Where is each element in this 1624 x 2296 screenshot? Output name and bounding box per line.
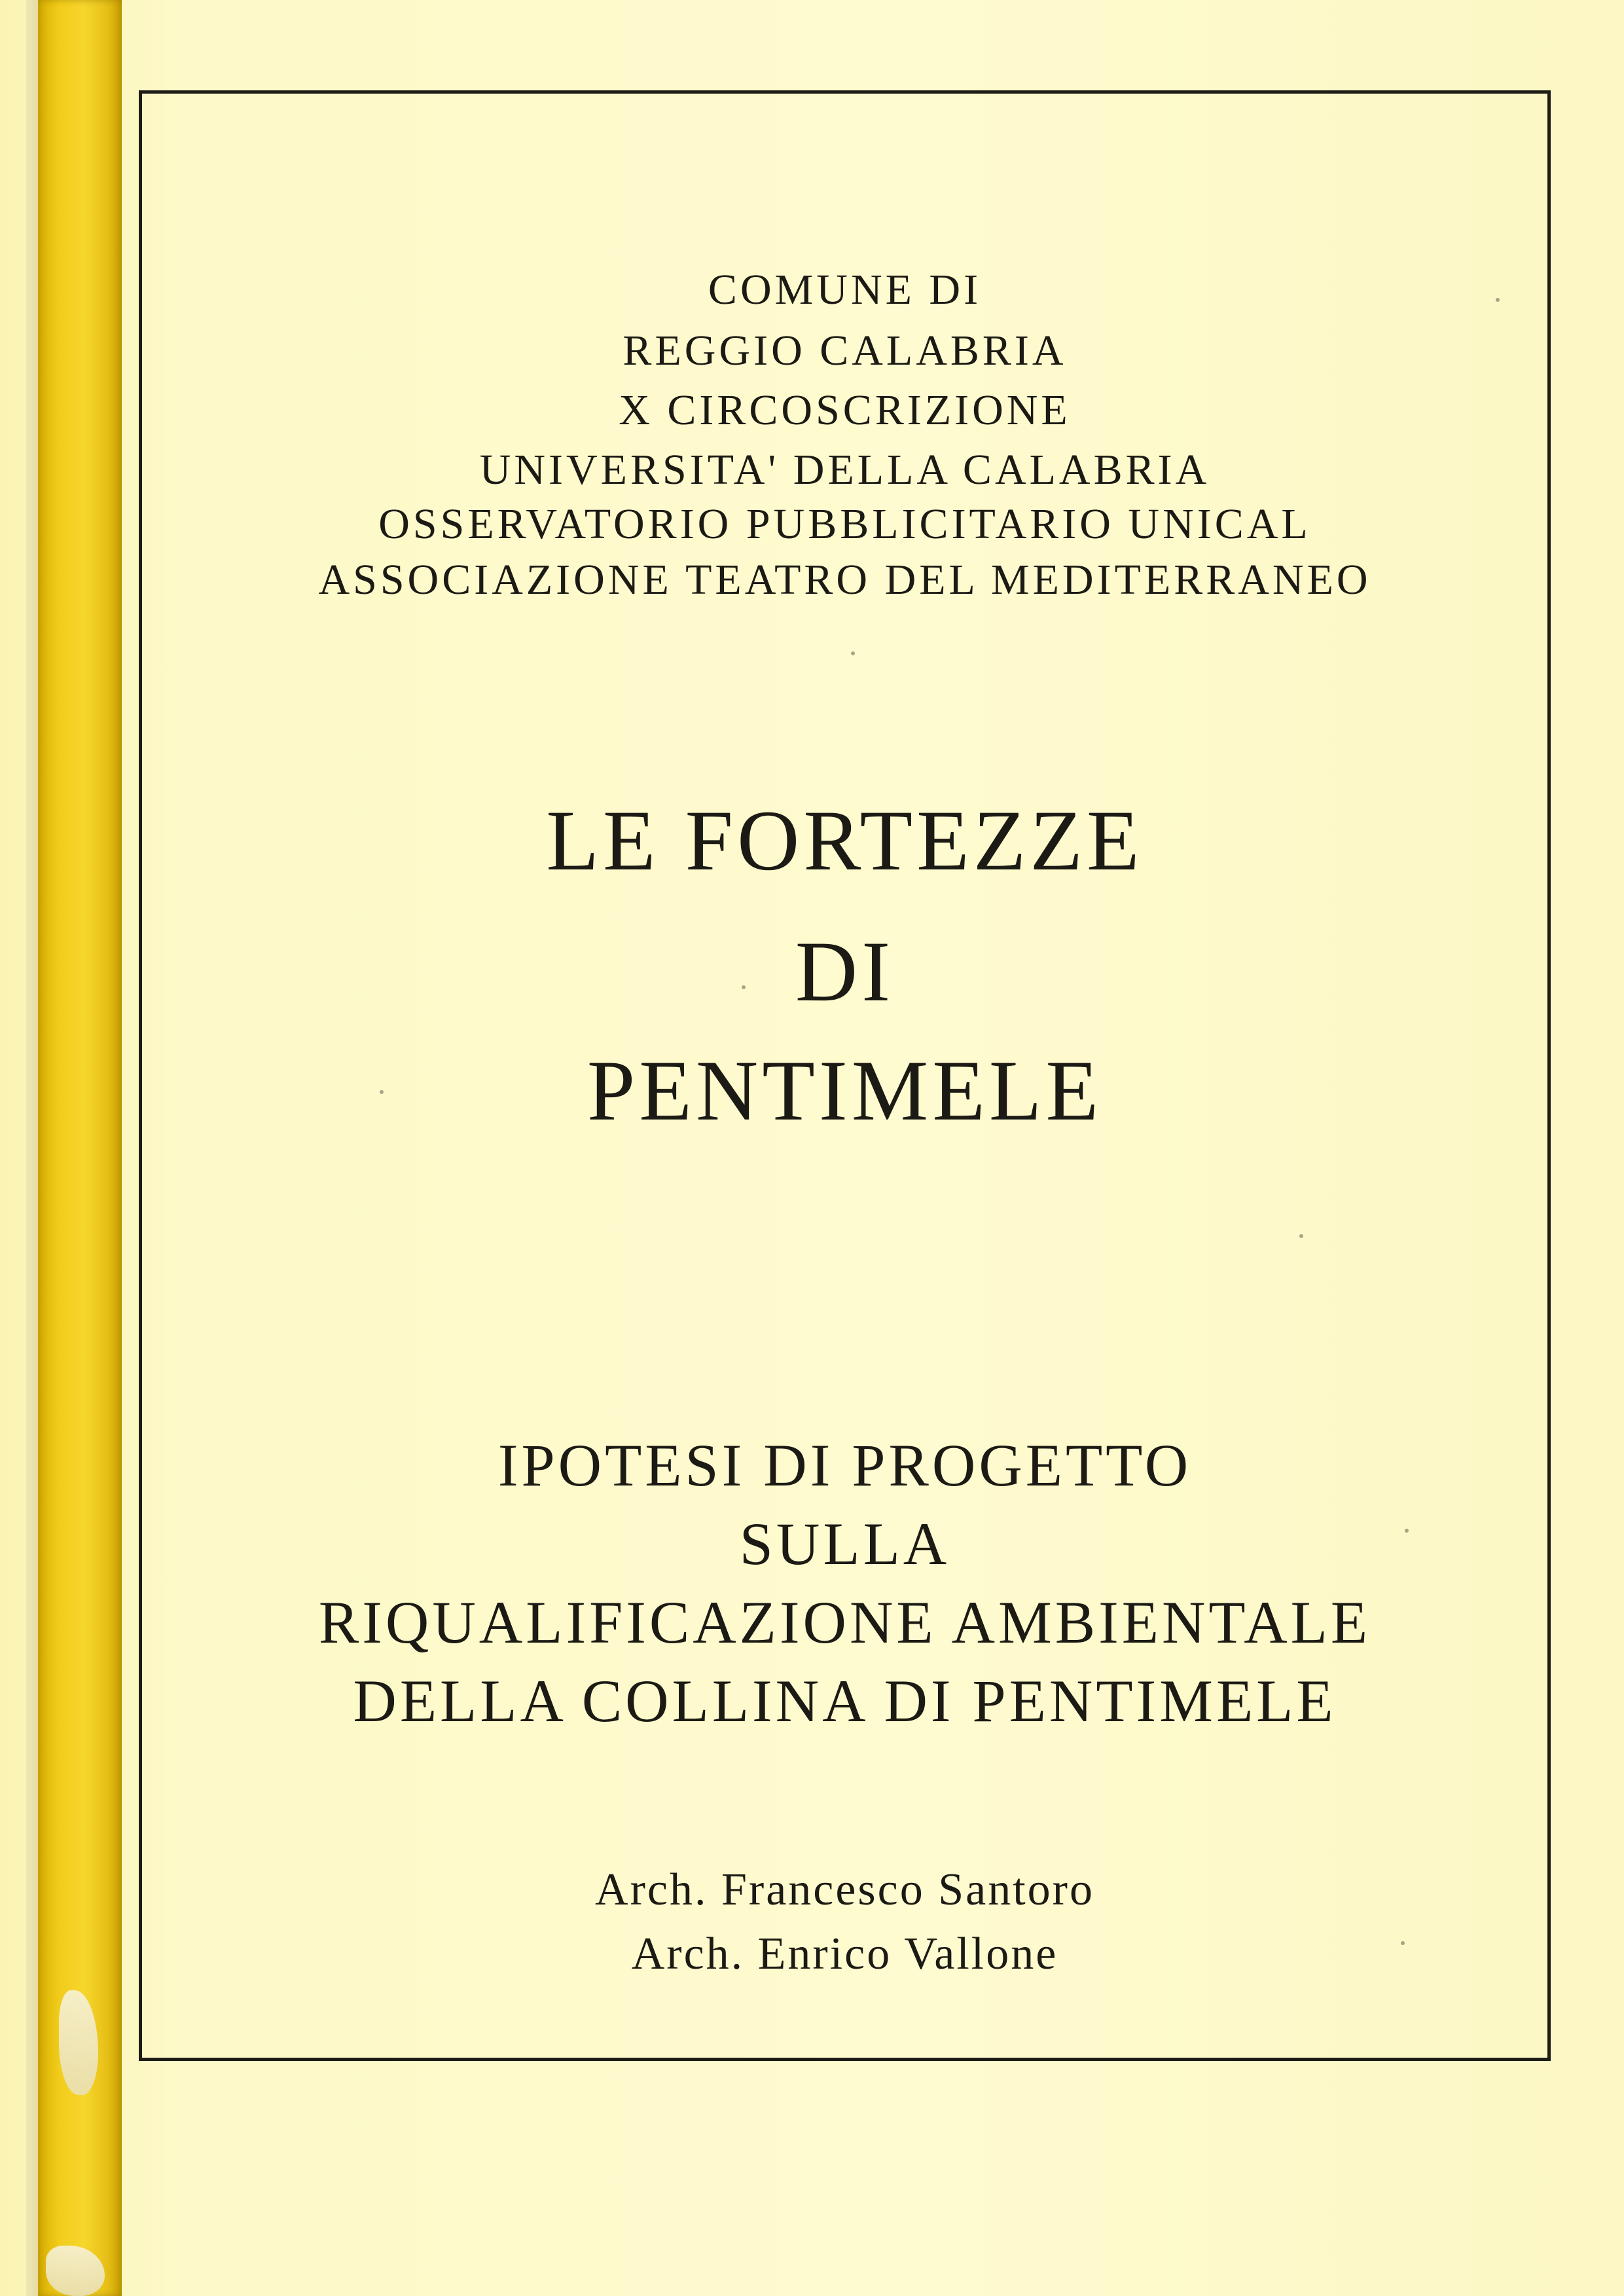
scan-speck bbox=[1401, 1941, 1405, 1945]
main-title-line: DI bbox=[795, 923, 895, 1019]
scan-speck bbox=[1405, 1529, 1409, 1533]
institution-line: REGGIO CALABRIA bbox=[623, 327, 1067, 374]
institution-line: X CIRCOSCRIZIONE bbox=[619, 386, 1071, 434]
scan-speck bbox=[380, 1090, 384, 1094]
institution-line: ASSOCIAZIONE TEATRO DEL MEDITERRANEO bbox=[318, 556, 1371, 604]
subtitle-line: DELLA COLLINA DI PENTIMELE bbox=[353, 1667, 1337, 1734]
main-title-line: LE FORTEZZE bbox=[546, 792, 1144, 888]
author-line: Arch. Francesco Santoro bbox=[595, 1865, 1094, 1915]
scan-speck bbox=[851, 651, 855, 655]
subtitle-line: IPOTESI DI PROGETTO bbox=[497, 1432, 1192, 1499]
subtitle-line: SULLA bbox=[739, 1510, 950, 1577]
yellow-binding-spine bbox=[38, 0, 122, 2296]
scan-speck bbox=[1496, 298, 1500, 302]
institution-line: COMUNE DI bbox=[708, 266, 982, 314]
institution-line: UNIVERSITA' DELLA CALABRIA bbox=[479, 446, 1210, 494]
institution-line: OSSERVATORIO PUBBLICITARIO UNICAL bbox=[378, 500, 1311, 548]
scan-speck bbox=[1299, 1234, 1303, 1238]
subtitle-line: RIQUALIFICAZIONE AMBIENTALE bbox=[318, 1589, 1371, 1656]
main-title-line: PENTIMELE bbox=[586, 1042, 1103, 1139]
author-line: Arch. Enrico Vallone bbox=[631, 1929, 1058, 1979]
scan-speck bbox=[742, 985, 746, 989]
